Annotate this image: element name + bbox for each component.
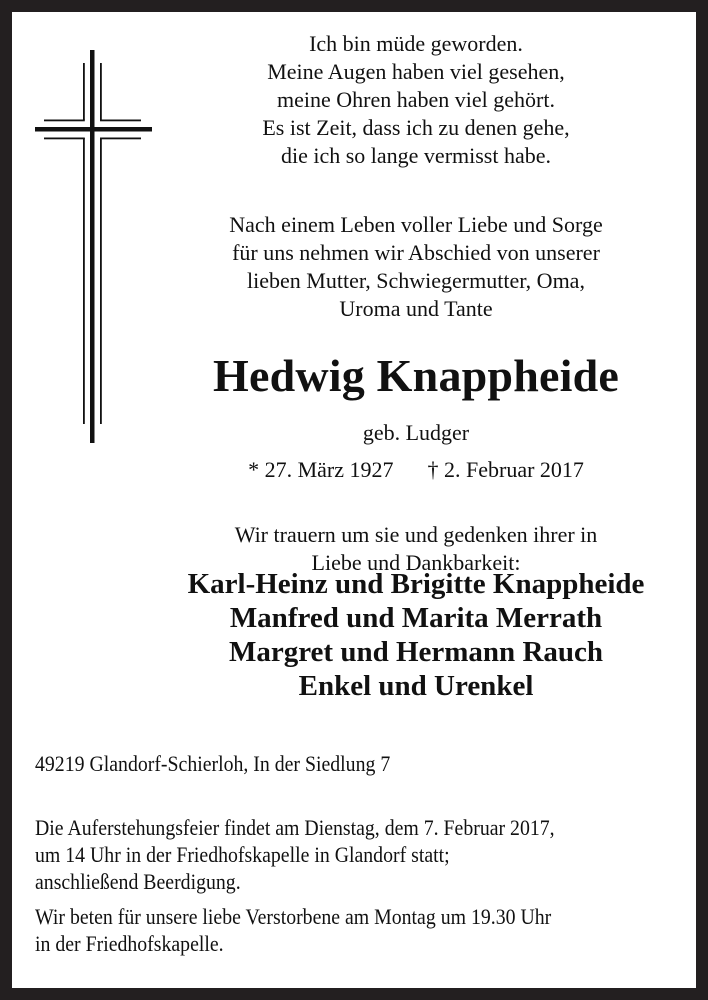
verse-line: meine Ohren haben viel gehört. [277, 87, 555, 112]
family-member: Manfred und Marita Merrath [229, 602, 603, 634]
family-member: Enkel und Urenkel [298, 670, 534, 702]
family-member: Karl-Heinz und Brigitte Knappheide [187, 568, 645, 600]
birth-date: * 27. März 1927 [248, 457, 394, 482]
intro-text [166, 211, 666, 323]
intro-line: für uns nehmen wir Abschied von unserer [232, 240, 600, 265]
prayer-line: in der Friedhofskapelle. [35, 931, 224, 956]
verse-line: Es ist Zeit, dass ich zu denen gehe, [262, 115, 570, 140]
intro-line: Uroma und Tante [339, 296, 493, 321]
address-line: 49219 Glandorf-Schierloh, In der Siedlung 7 [35, 751, 391, 776]
verse-line: Meine Augen haben viel gesehen, [267, 59, 565, 84]
address [35, 750, 695, 777]
ceremony-info [35, 814, 695, 895]
verse-line: Ich bin müde geworden. [309, 31, 523, 56]
ceremony-line: um 14 Uhr in der Friedhofskapelle in Glandorf statt; [35, 842, 450, 867]
family-list [166, 567, 666, 703]
mourning-line: Wir trauern um sie und gedenken ihrer in [234, 522, 598, 547]
deceased-name: Hedwig Knappheide [213, 350, 619, 401]
intro-line: Nach einem Leben voller Liebe und Sorge [229, 212, 603, 237]
mourning-line: Liebe und Dankbarkeit: [311, 550, 521, 575]
ceremony-line: Die Auferstehungsfeier findet am Dienstag, dem 7. Februar 2017, [35, 815, 555, 840]
prayer-info [35, 903, 695, 957]
death-date: † 2. Februar 2017 [427, 457, 584, 482]
intro-line: lieben Mutter, Schwiegermutter, Oma, [247, 268, 585, 293]
verse [166, 30, 666, 170]
prayer-line: Wir beten für unsere liebe Verstorbene am Montag um 19.30 Uhr [35, 904, 552, 929]
maiden-name: geb. Ludger [362, 420, 470, 445]
verse-line: die ich so lange vermisst habe. [280, 143, 552, 168]
family-member: Margret und Hermann Rauch [228, 636, 604, 668]
life-dates [166, 455, 666, 485]
ceremony-line: anschließend Beerdigung. [35, 869, 241, 894]
